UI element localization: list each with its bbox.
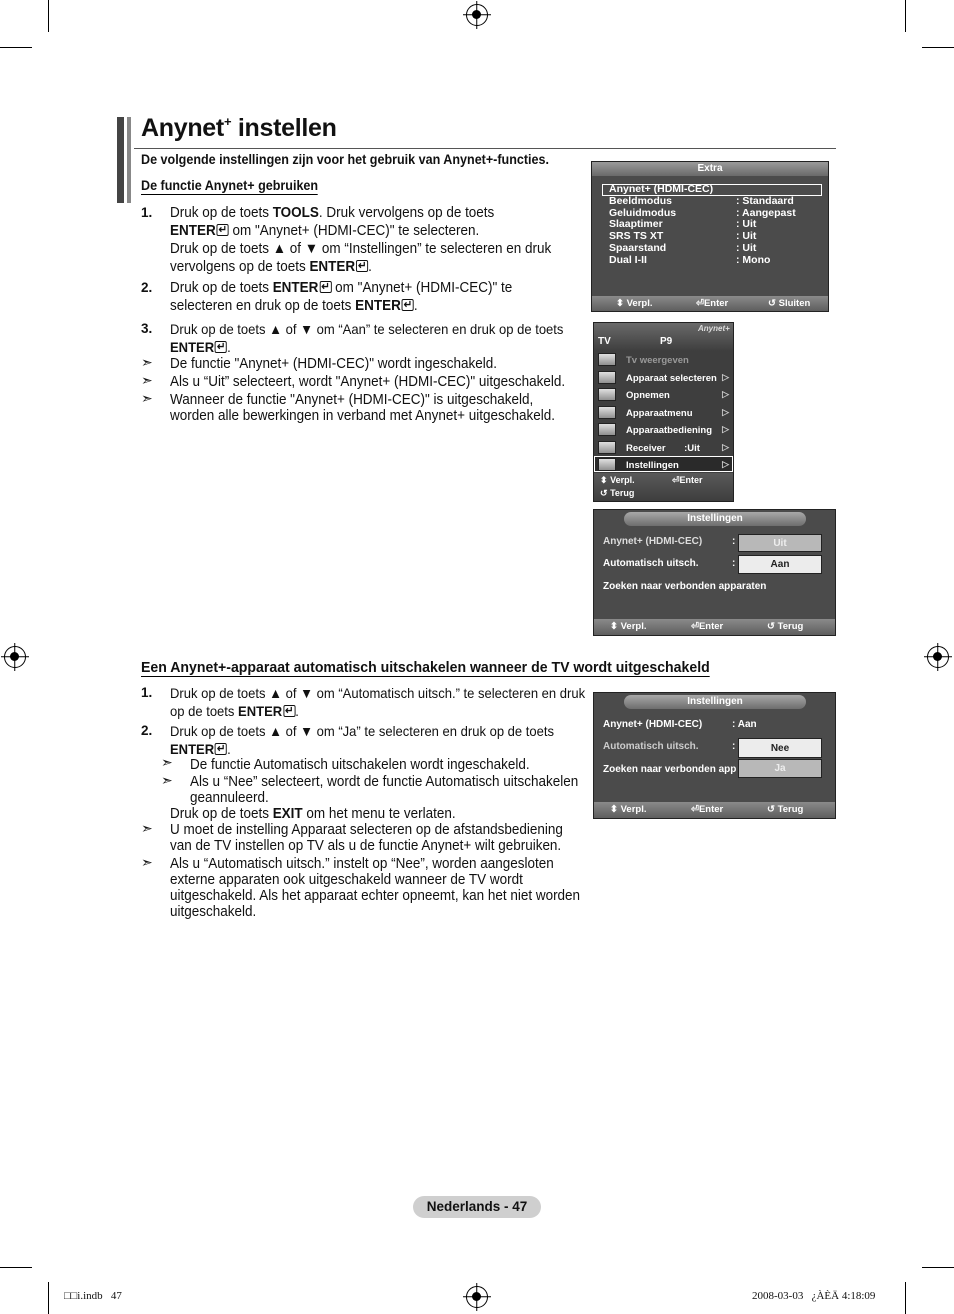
osd-s2-row3: Zoeken naar verbonden app	[603, 764, 737, 775]
osd-anynet-menu	[593, 322, 734, 502]
osd-anynet-items	[594, 352, 733, 471]
osd-settings1-header: Instellingen	[624, 512, 806, 526]
osd-tv-label: TV	[598, 336, 611, 347]
osd-extra-header: Extra	[592, 162, 828, 176]
osd-s1-row3: Zoeken naar verbonden apparaten	[603, 581, 767, 592]
step3-text: Druk op de toets ▲ of ▼ om “Aan” te selecteren en druk op de toets ENTER↵ .	[170, 320, 616, 356]
osd-s2-row1-value: : Aan	[732, 719, 757, 730]
osd-settings2-header: Instellingen	[624, 695, 806, 709]
s2-exit-line: Druk op de toets EXIT om het menu te verlaten.	[170, 806, 456, 822]
return-icon: ↺	[767, 804, 775, 815]
enter-icon	[283, 705, 295, 717]
s2-step1-text: Druk op de toets ▲ of ▼ om “Automatisch uitsch.” te selecteren en druk op de toets ENTER↵ .	[170, 684, 607, 720]
s2-note-2: Als u “Automatisch uitsch.” instelt op “Nee”, worden aangesloten externe apparaten ook uitgeschakeld wanneer de TV wordt uitgeschakeld. Als het apparaat echter opneemt, kan het niet worden uitgeschakeld.	[170, 856, 581, 920]
note-arrow-icon: ➣	[141, 390, 153, 406]
enter-icon	[356, 260, 368, 272]
registration-mark-left	[4, 646, 26, 668]
osd-item-record: Opnemen ▷	[594, 386, 733, 403]
enter-icon	[402, 299, 414, 311]
note-arrow-icon: ➣	[161, 754, 173, 770]
s2-step2-number: 2.	[141, 723, 153, 738]
osd-settings-menu-2: Instellingen Anynet+ (HDMI-CEC) : Aan Automatisch uitsch. : Nee Ja Zoeken naar verbonden app ⬍ Verpl. ⏎Enter ↺ Terug	[593, 692, 836, 819]
page-number-badge: Nederlands - 47	[413, 1196, 541, 1218]
title-rule	[134, 148, 836, 149]
menu-icon	[598, 406, 616, 419]
s2-step2-text: Druk op de toets ▲ of ▼ om “Ja” te selecteren en druk op de toets ENTER↵ .	[170, 722, 607, 758]
title-bar-thick	[117, 117, 124, 203]
osd-s2-row2: Automatisch uitsch.	[603, 741, 699, 752]
registration-mark-right	[927, 646, 949, 668]
control-icon	[598, 423, 616, 436]
title-bar-thin	[127, 117, 131, 203]
s2-subnote-2: Als u “Nee” selecteert, wordt de functie Automatisch uitschakelen geannuleerd.	[190, 774, 579, 806]
osd-item-receiver: Receiver :Uit ▷	[594, 439, 733, 456]
step1-number: 1.	[141, 205, 153, 220]
note-arrow-icon: ➣	[141, 820, 153, 836]
option-uit[interactable]: Uit	[738, 534, 822, 552]
s2-note-1: U moet de instelling Apparaat selecteren op de afstandsbediening van de TV instellen op TV als u de functie Anynet+ wilt gebruiken.	[170, 822, 563, 854]
speaker-icon	[598, 441, 616, 454]
note-2: Als u “Uit” selecteert, wordt "Anynet+ (HDMI-CEC)" uitgeschakeld.	[170, 374, 566, 390]
updown-icon: ⬍	[600, 475, 608, 485]
osd-extra-values: : Standaard : Aangepast : Uit : Uit : Uit : Mono	[736, 194, 796, 266]
osd-item-device: Apparaat selecteren ▷	[594, 369, 733, 386]
enter-icon: ⏎	[691, 804, 699, 815]
osd-extra-footer: ⬍ Verpl. ⏎Enter ↺ Sluiten	[592, 296, 828, 311]
note-arrow-icon: ➣	[161, 772, 173, 788]
footer-date: 2008-03-03 ¿ÀÈÄ 4:18:09	[752, 1290, 876, 1302]
return-icon: ↺	[600, 488, 608, 498]
note-arrow-icon: ➣	[141, 372, 153, 388]
section1-heading: De functie Anynet+ gebruiken	[141, 178, 319, 193]
anynet-logo: Anynet+	[698, 324, 730, 333]
enter-icon: ⏎	[672, 475, 680, 485]
updown-icon: ⬍	[610, 804, 618, 815]
note-arrow-icon: ➣	[141, 354, 153, 370]
enter-icon	[215, 341, 227, 353]
step3-number: 3.	[141, 321, 153, 336]
note-3: Wanneer de functie "Anynet+ (HDMI-CEC)" is uitgeschakeld, worden alle bewerkingen in verband met Anynet+ uitgeschakeld.	[170, 392, 555, 424]
gear-icon	[598, 458, 616, 471]
return-icon: ↺	[768, 298, 776, 309]
osd-s1-row1: Anynet+ (HDMI-CEC)	[603, 536, 703, 547]
registration-mark-bottom	[466, 1286, 488, 1308]
updown-icon: ⬍	[610, 621, 618, 632]
note-1: De functie "Anynet+ (HDMI-CEC)" wordt ingeschakeld.	[170, 356, 497, 372]
step2-text: Druk op de toets ENTER↵ om "Anynet+ (HDMI-CEC)" te selecteren en druk op de toets ENTER↵ .	[170, 279, 598, 315]
osd-item-tv: Tv weergeven	[594, 352, 733, 369]
osd-tv-footer: ⬍ Verpl. ⏎Enter ↺ Terug	[594, 473, 733, 501]
osd-extra-labels: Anynet+ (HDMI-CEC) Beeldmodus Geluidmodus Slaaptimer SRS TS XT Spaarstand Dual I-II	[609, 183, 714, 266]
footer-file: □□i.indb 47	[64, 1290, 122, 1302]
note-arrow-icon: ➣	[141, 854, 153, 870]
osd-channel: P9	[660, 336, 673, 347]
section2-heading: Een Anynet+-apparaat automatisch uitschakelen wanneer de TV wordt uitgeschakeld	[141, 659, 710, 676]
step1-text: Druk op de toets TOOLS. Druk vervolgens op de toets ENTER↵ om "Anynet+ (HDMI-CEC)" te selecteren. Druk op de toets ▲ of ▼ om “Instellingen” te selecteren en druk vervolgens op de toets ENTER↵ .	[170, 204, 598, 276]
intro-text: De volgende instellingen zijn voor het gebruik van Anynet+-functies.	[141, 152, 549, 167]
registration-mark-top	[466, 4, 488, 26]
page-title: Anynet+ instellen	[141, 114, 337, 142]
osd-item-settings: Instellingen ▷	[594, 456, 733, 472]
enter-icon: ⏎	[691, 621, 699, 632]
option-ja[interactable]: Ja	[738, 759, 822, 778]
osd-settings-menu-1: Instellingen Anynet+ (HDMI-CEC) : Uit Automatisch uitsch. : Aan Zoeken naar verbonden apparaten ⬍ Verpl. ⏎Enter ↺ Terug	[593, 509, 836, 636]
osd-item-devmenu: Apparaatmenu ▷	[594, 404, 733, 421]
updown-icon: ⬍	[616, 298, 624, 309]
return-icon: ↺	[767, 621, 775, 632]
remote-icon	[598, 371, 616, 384]
option-nee[interactable]: Nee	[738, 738, 822, 758]
enter-icon	[319, 281, 331, 293]
record-icon	[598, 388, 616, 401]
step2-number: 2.	[141, 280, 153, 295]
osd-s2-row1: Anynet+ (HDMI-CEC)	[603, 719, 703, 730]
osd-s1-row2: Automatisch uitsch.	[603, 558, 699, 569]
s2-step1-number: 1.	[141, 685, 153, 700]
enter-icon	[217, 224, 229, 236]
enter-icon	[215, 743, 227, 755]
osd-settings1-footer: ⬍ Verpl. ⏎Enter ↺ Terug	[594, 619, 835, 635]
option-aan[interactable]: Aan	[738, 555, 822, 574]
s2-subnote-1: De functie Automatisch uitschakelen wordt ingeschakeld.	[190, 757, 530, 773]
osd-item-devctrl: Apparaatbediening ▷	[594, 421, 733, 438]
enter-icon: ⏎	[696, 298, 704, 309]
tv-icon	[598, 353, 616, 366]
osd-settings2-footer: ⬍ Verpl. ⏎Enter ↺ Terug	[594, 802, 835, 818]
osd-extra-menu	[591, 161, 829, 312]
